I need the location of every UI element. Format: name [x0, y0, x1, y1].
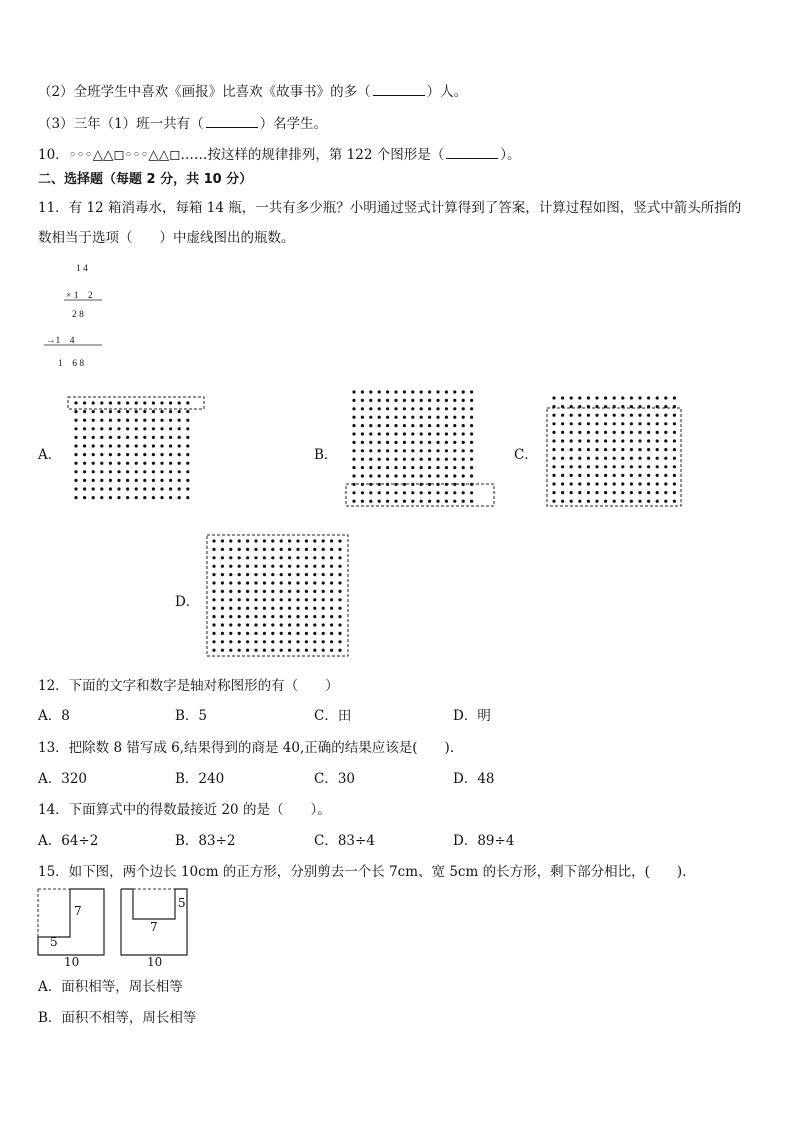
calc-row-1: 1 4 [76, 264, 88, 274]
q12-option-c[interactable]: C．田 [314, 708, 352, 724]
answer-blank[interactable] [446, 146, 498, 159]
section-title: 二、选择题（每题 2 分，共 10 分） [38, 172, 253, 187]
q11-option-c-label[interactable]: C． [514, 447, 538, 463]
option-b-dot-grid [344, 388, 496, 508]
answer-blank[interactable] [373, 83, 425, 96]
q10 [38, 146, 521, 164]
q15-fig2-label-7: 7 [150, 920, 158, 934]
q14-option-c[interactable]: C．83÷4 [314, 833, 375, 849]
q11-stem-line1: 11．有 12 箱消毒水，每箱 14 瓶，一共有多少瓶？小明通过竖式计算得到了答案，计算过程如图，竖式中箭头所指的 [38, 200, 742, 216]
q9-part3-text-after: ）名学生。 [259, 116, 328, 132]
q10-text-after: ）。 [500, 147, 521, 163]
q15-option-a[interactable]: A．面积相等，周长相等 [38, 979, 183, 995]
q14-option-d[interactable]: D．89÷4 [453, 833, 515, 849]
q14-option-b[interactable]: B．83÷2 [175, 833, 236, 849]
option-d-dot-grid [206, 534, 350, 658]
q15-figure-1 [38, 889, 108, 955]
q13-option-a[interactable]: A．320 [38, 771, 88, 787]
q11-stem-line2: 数相当于选项（ ）中虚线图出的瓶数。 [38, 230, 295, 246]
q9-part2 [38, 83, 467, 101]
calc-row-5: 1 6 8 [58, 359, 85, 369]
option-c-dot-grid [546, 392, 684, 508]
q15-option-b[interactable]: B．面积不相等，周长相等 [38, 1010, 197, 1026]
answer-blank[interactable] [206, 115, 258, 128]
q15-fig2-label-10: 10 [147, 955, 163, 969]
q13-option-b[interactable]: B．240 [175, 771, 225, 787]
q15-stem: 15．如下图，两个边长 10cm 的正方形，分别剪去一个长 7cm、宽 5cm 的长方形，剩下部分相比，( ). [38, 864, 687, 880]
calc-rule-2 [44, 344, 104, 346]
q14-stem: 14．下面算式中的得数最接近 20 的是（ ）。 [38, 802, 331, 818]
q9-part3-text-before: （3）三年（1）班一共有（ [38, 116, 204, 132]
q11-option-d-label[interactable]: D． [175, 594, 200, 610]
q9-part2-text-after: ）人。 [426, 84, 468, 100]
q13-stem: 13．把除数 8 错写成 6,结果得到的商是 40,正确的结果应该是( ). [38, 740, 455, 756]
q15-fig1-label-10: 10 [64, 955, 80, 969]
q10-text-before: 10．◦◦◦△△◻◦◦◦△△◻……按这样的规律排列，第 122 个图形是（ [38, 147, 445, 163]
calc-row-3: 2 8 [72, 310, 84, 320]
q13-option-d[interactable]: D．48 [453, 771, 495, 787]
calc-rule-1 [64, 299, 104, 301]
calc-row-4: →1 4 [46, 336, 75, 346]
q11-option-a-label[interactable]: A． [38, 447, 62, 463]
q15-fig1-label-5: 5 [50, 935, 58, 949]
calc-row-2: × 1 2 [66, 291, 93, 301]
q9-part3 [38, 115, 327, 133]
q11-option-b-label[interactable]: B． [314, 447, 338, 463]
q12-option-d[interactable]: D．明 [453, 708, 491, 724]
q12-option-a[interactable]: A．8 [38, 708, 70, 724]
q13-option-c[interactable]: C．30 [314, 771, 356, 787]
q9-part2-text-before: （2）全班学生中喜欢《画报》比喜欢《故事书》的多（ [38, 84, 371, 100]
q14-option-a[interactable]: A．64÷2 [38, 833, 99, 849]
q12-option-b[interactable]: B．5 [175, 708, 208, 724]
q15-fig1-label-7: 7 [74, 904, 82, 918]
q15-fig2-label-5: 5 [178, 896, 186, 910]
option-a-dot-grid [66, 396, 206, 508]
q12-stem: 12．下面的文字和数字是轴对称图形的有（ ） [38, 678, 339, 694]
